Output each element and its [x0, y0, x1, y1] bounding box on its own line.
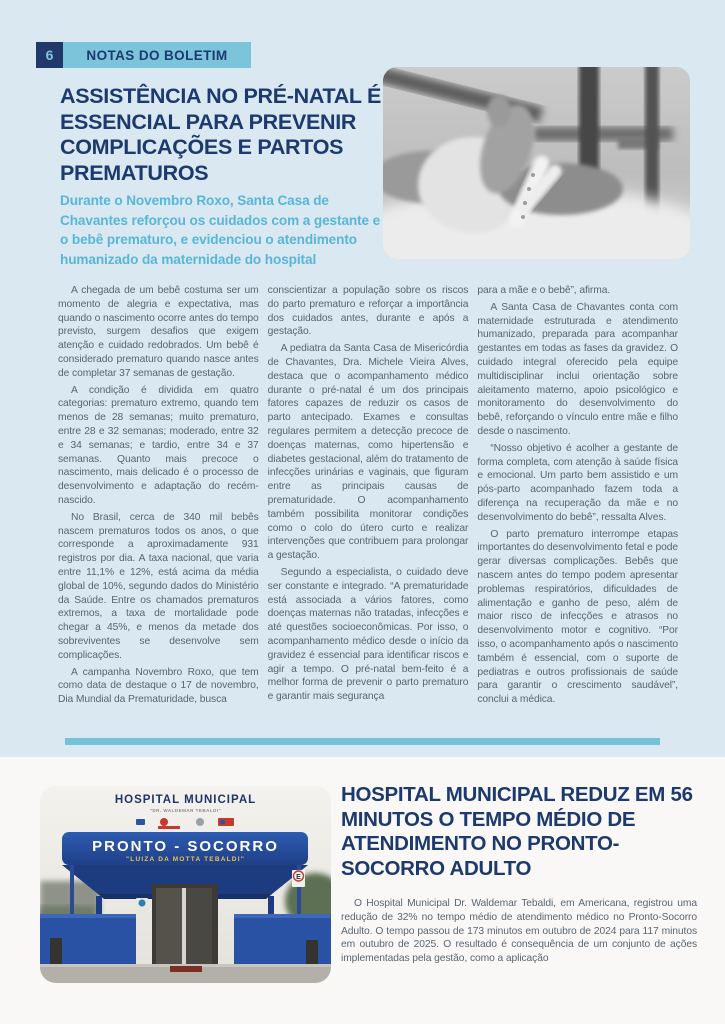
article2-headline: HOSPITAL MUNICIPAL REDUZ EM 56 MINUTOS O TEMPO MÉDIO DE ATENDIMENTO NO PRONTO-SOCORRO ADULTO: [341, 783, 693, 880]
page-number: 6: [45, 47, 54, 63]
paragraph: conscientizar a população sobre os riscos do parto prematuro e reforçar a importância dos cuidados antes, durante e após a gestação.: [267, 285, 469, 338]
pronto-socorro-sign: PRONTO - SOCORRO: [92, 838, 279, 855]
svg-text:E: E: [296, 874, 301, 881]
body-column-2: [268, 284, 469, 707]
article1-subheadline: Durante o Novembro Roxo, Santa Casa de Chavantes reforçou os cuidados com a gestante e o bebê prematuro, e evidenciou o atendimento humanizado da maternidade do hospital: [60, 193, 381, 268]
hospital-building-title: HOSPITAL MUNICIPAL: [114, 794, 257, 806]
article1-body-columns: [58, 284, 678, 707]
hospital-entrance-photo: [40, 786, 331, 983]
page-number-badge: [36, 42, 63, 68]
baby-feet-photo: [383, 67, 690, 259]
body-column-1: [58, 284, 259, 707]
section-header-bar: [63, 42, 251, 68]
article2-body: O Hospital Municipal Dr. Waldemar Tebaldi, em Americana, registrou uma redução de 32% no tempo médio de atendimento médico no Pronto-Socorro Adulto. O tempo passou de 173 minutos em outubro de 2024 para 117 minutos em outubro de 2025. O resultado é consequência de um conjunto de ações implementadas pela gestão, como a aplicação: [341, 898, 697, 965]
body-column-3: [477, 284, 678, 707]
section-divider-bar: [65, 738, 660, 745]
paragraph: No Brasil, cerca de 340 mil bebês nascem prematuros todos os anos, o que corresponde a aproximadamente 931 registros por dia. A taxa nacional, que varia entre 11,1% e 12%, está acima da média global de 10%, segundo dados do Ministério da Saúde. Entre os chamados prematuros extremos, a taxa de mortalidade pode chegar a 45%, e menos da metade dos sobreviventes se desenvolve sem complicações.: [58, 511, 259, 661]
article1-headline: ASSISTÊNCIA NO PRÉ-NATAL É ESSENCIAL PARA PREVENIR COMPLICAÇÕES E PARTOS PREMATUROS: [60, 84, 382, 185]
paragraph: A condição é dividida em quatro categorias: prematuro extremo, quando tem menos de 28 semanas; muito prematuro, entre 28 e 32 semanas; moderado, entre 32 e 34 semanas; e tardio, entre 34 e 37 semanas. Quanto mais precoce o nascimento, mais delicado é o processo de desenvolvimento e adaptação do recém-nascido.: [58, 384, 259, 506]
paragraph: A chegada de um bebê costuma ser um momento de alegria e expectativa, mas quando o nascimento ocorre antes do tempo previsto, surgem desafios que exigem atenção e cuidado redobrados. Um bebê é considerado prematuro quando nasce antes de completar 37 semanas de gestação.: [58, 285, 259, 379]
section-label: NOTAS DO BOLETIM: [86, 47, 228, 63]
paragraph: “Nosso objetivo é acolher a gestante de forma completa, com atenção à saúde física e emocional. Um parto bem assistido e um pós-parto acompanhado fazem toda a diferença na recuperação da mãe e no desenvolvimento do bebê”, ressalta Alves.: [477, 442, 679, 523]
paragraph: Segundo a especialista, o cuidado deve ser constante e integrado. “A prematuridade está associada a vários fatores, como doenças maternas não tratadas, infecções e até questões socioeconômicas. Por isso, o acompanhamento médico desde o início da gravidez é essencial para identificar riscos e agir a tempo. O pré-natal bem-feito é a melhor forma de prevenir o parto prematuro e garantir mais segurança: [267, 566, 469, 703]
hospital-building-subtitle: "DR. WALDEMAR TEBALDI": [149, 808, 222, 813]
paragraph: A pediatra da Santa Casa de Misericórdia de Chavantes, Dra. Michele Vieira Alves, destaca que o acompanhamento médico durante o pré-natal é um dos principais fatores capazes de reduzir os casos de parto antecipado. Exames e consultas regulares permitem a detecção precoce de doenças maternas, como hipertensão e diabetes gestacional, além do tratamento de infecções urinárias e vaginais, que figuram entre as principais causas de prematuridade. O acompanhamento também possibilita monitorar condições como o colo do útero curto e realizar intervenções que contribuem para prolongar a gestação.: [267, 343, 469, 562]
paragraph: para a mãe e o bebê”, afirma.: [477, 285, 611, 296]
paragraph: A Santa Casa de Chavantes conta com maternidade estruturada e atendimento humanizado, preparada para acompanhar gestantes em todas as fases da gravidez. O cuidado integral oferecido pela equipe multidisciplinar inclui orientação sobre aleitamento materno, apoio psicológico e monitoramento do desenvolvimento do bebê, reforçando o vínculo entre mãe e filho desde o nascimento.: [477, 301, 679, 437]
paragraph: A campanha Novembro Roxo, que tem como data de destaque o 17 de novembro, Dia Mundial da Prematuridade, busca: [58, 666, 259, 706]
pronto-socorro-subsign: "LUIZA DA MOTTA TEBALDI": [126, 856, 245, 863]
paragraph: O parto prematuro interrompe etapas importantes do desenvolvimento fetal e pode gerar diversas complicações. Bebês que nascem antes do tempo podem apresentar problemas respiratórios, dificuldades de alimentação e ganho de peso, além de maior risco de infecções e atrasos no desenvolvimento motor e cognitivo. “Por isso, o acompanhamento após o nascimento também é essencial, com o suporte de pediatras e outros profissionais de saúde para garantir o crescimento saudável”, conclui a médica.: [477, 528, 679, 706]
